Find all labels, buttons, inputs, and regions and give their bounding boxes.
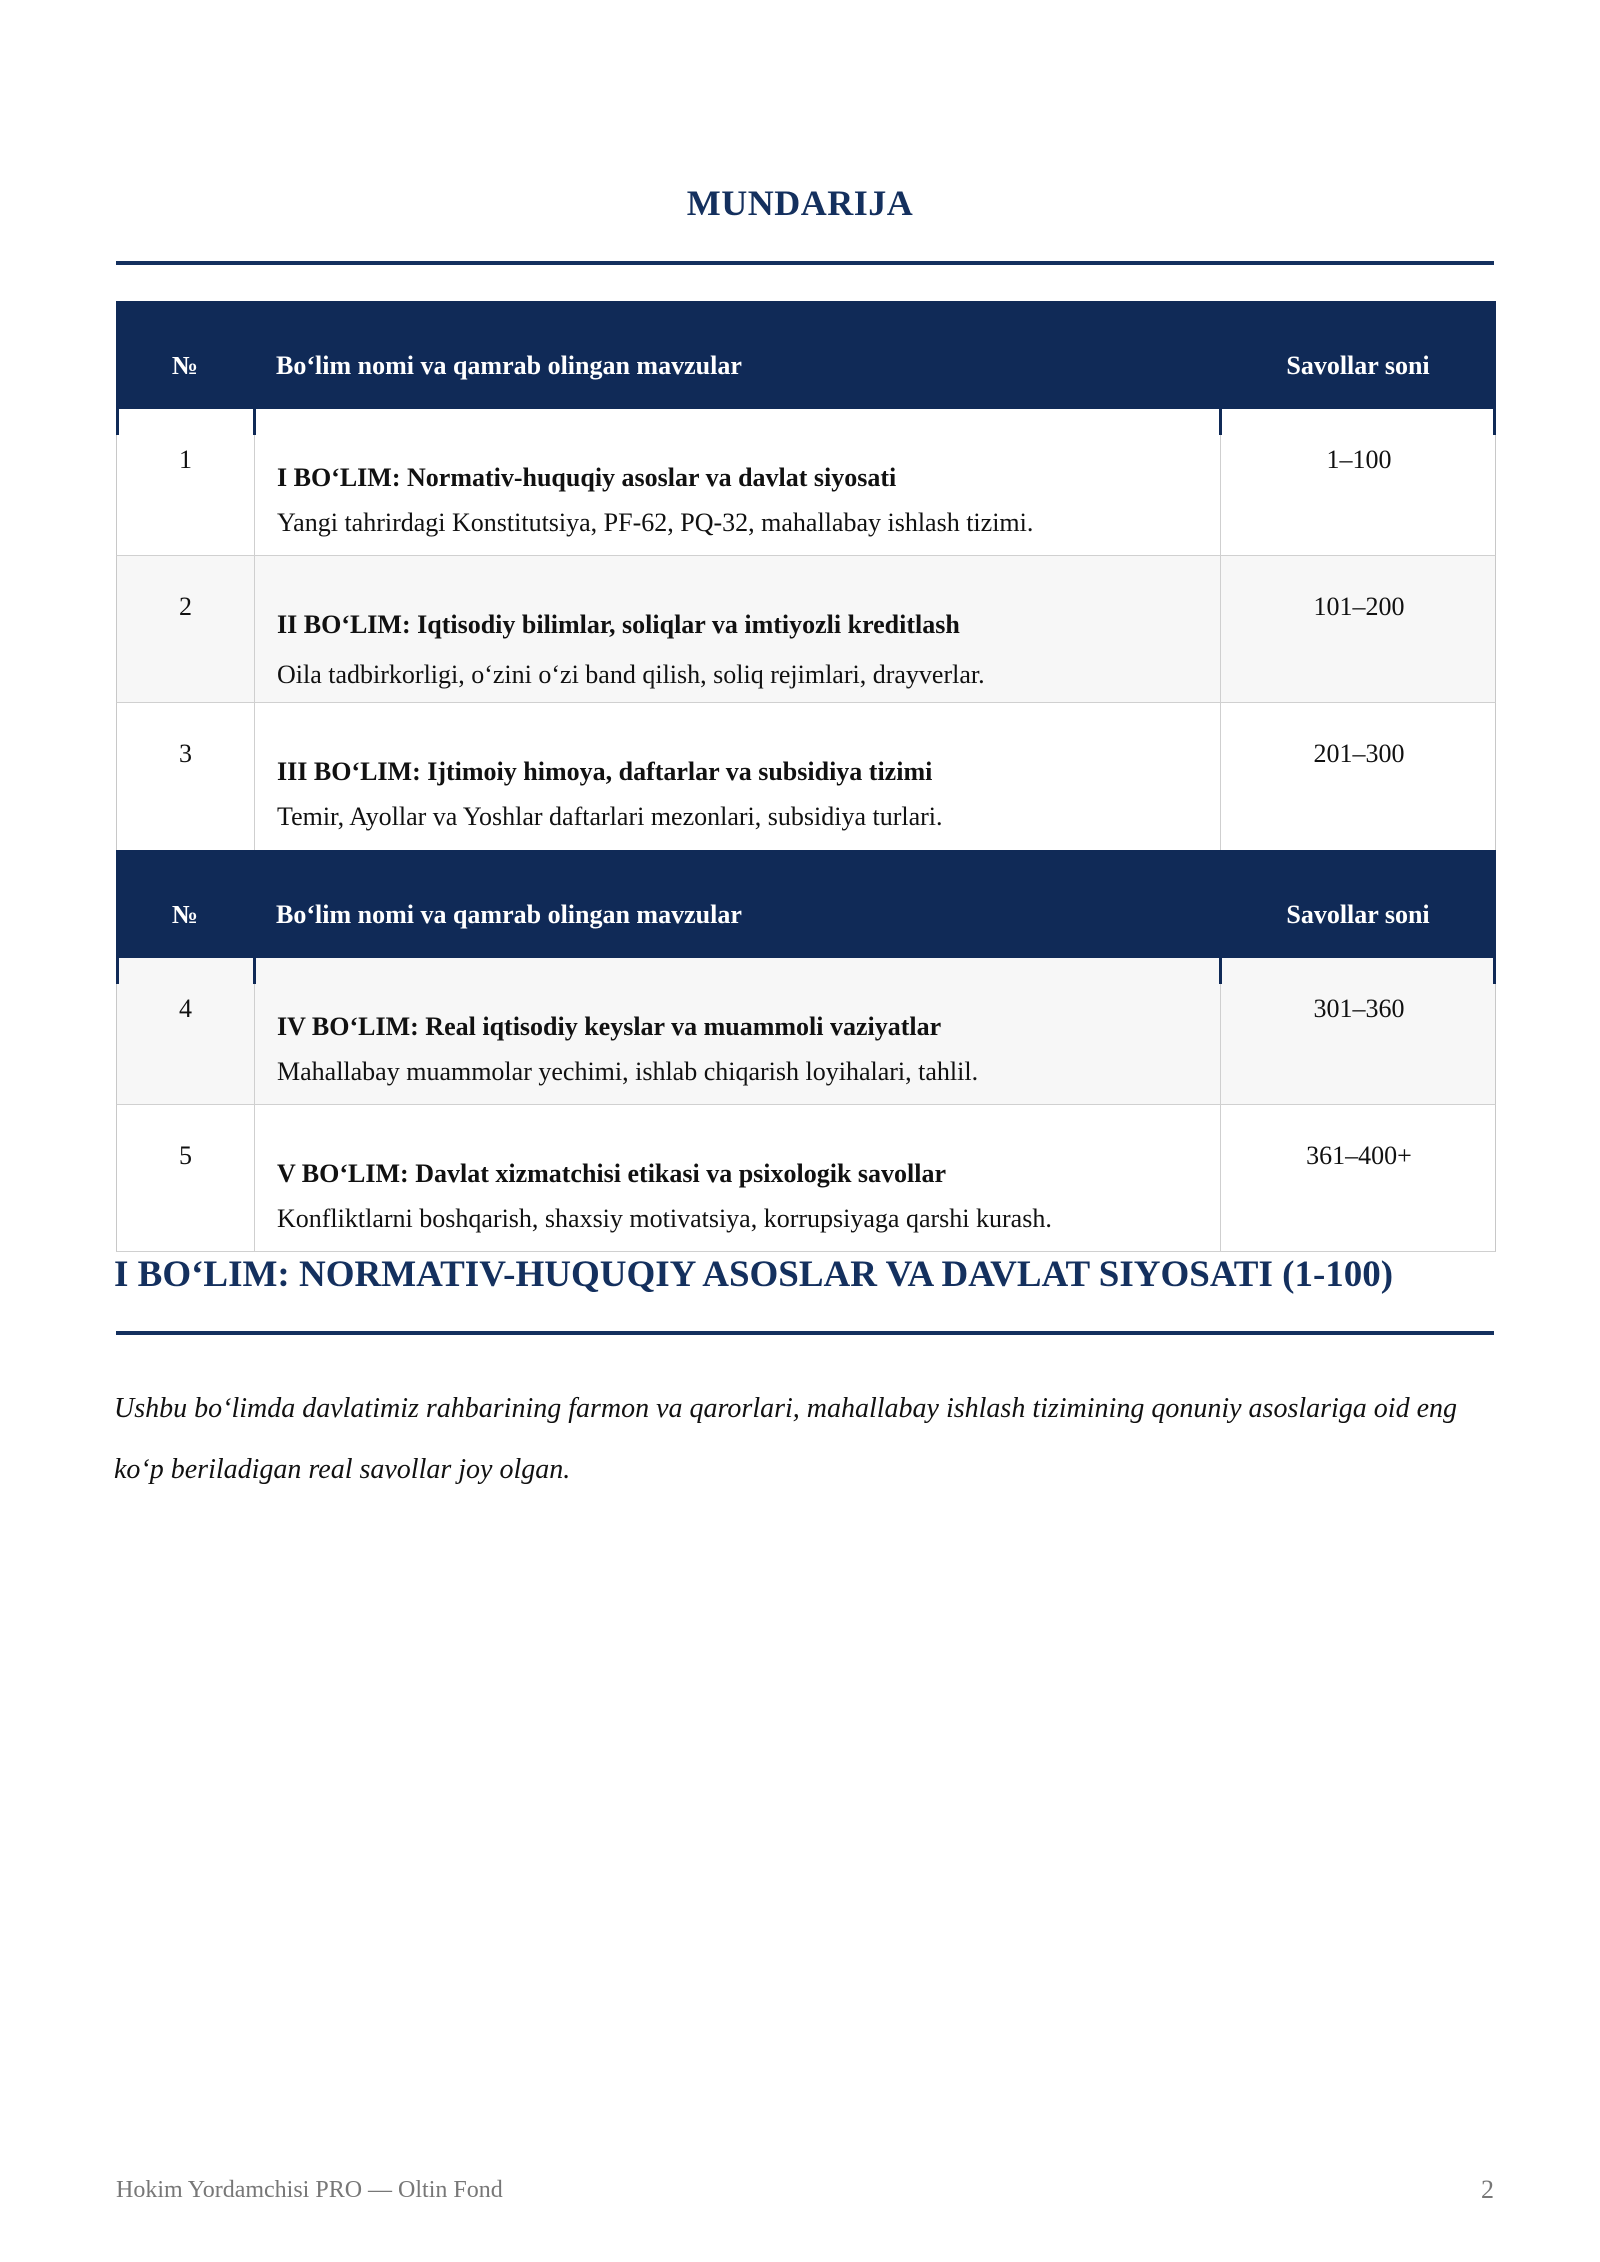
row-number: 3 — [179, 739, 192, 768]
table-row — [116, 958, 1496, 1105]
table-row — [116, 703, 1496, 850]
row-number: 2 — [179, 592, 192, 621]
header-section-name: Boʻlim nomi va qamrab olingan mavzular — [276, 900, 742, 929]
row-number: 5 — [179, 1141, 192, 1170]
row-question-range: 1–100 — [1326, 445, 1392, 474]
row-description: Konfliktlarni boshqarish, shaxsiy motivatsiya, korrupsiyaga qarshi kurash. — [277, 1204, 1052, 1233]
table-row — [116, 1105, 1496, 1252]
row-title: III BOʻLIM: Ijtimoiy himoya, daftarlar va subsidiya tizimi — [277, 757, 933, 786]
header-number: № — [171, 351, 199, 380]
section-divider — [116, 1331, 1494, 1335]
row-question-range: 301–360 — [1313, 994, 1405, 1023]
header-number: № — [171, 900, 199, 929]
row-description: Oila tadbirkorligi, oʻzini oʻzi band qilish, soliq rejimlari, drayverlar. — [277, 660, 985, 689]
row-title: II BOʻLIM: Iqtisodiy bilimlar, soliqlar va imtiyozli kreditlash — [277, 610, 960, 639]
row-title: V BOʻLIM: Davlat xizmatchisi etikasi va psixologik savollar — [277, 1159, 947, 1188]
header-question-count: Savollar soni — [1286, 351, 1430, 380]
page-number: 2 — [1481, 2175, 1494, 2204]
row-question-range: 361–400+ — [1306, 1141, 1412, 1170]
row-number: 1 — [179, 445, 192, 474]
row-description: Temir, Ayollar va Yoshlar daftarlari mezonlari, subsidiya turlari. — [277, 802, 943, 831]
row-title: I BOʻLIM: Normativ-huquqiy asoslar va davlat siyosati — [277, 463, 897, 492]
row-title: IV BOʻLIM: Real iqtisodiy keyslar va muammoli vaziyatlar — [277, 1012, 942, 1041]
row-number: 4 — [179, 994, 192, 1023]
section-intro: Ushbu boʻlimda davlatimiz rahbarining farmon va qarorlari, mahallabay ishlash tizimining qonuniy asoslariga oid eng koʻp beriladigan real savollar joy olgan. — [114, 1393, 1458, 1485]
footer-title: Hokim Yordamchisi PRO — Oltin Fond — [116, 2177, 503, 2203]
section-heading: I BOʻLIM: NORMATIV-HUQUQIY ASOSLAR VA DAVLAT SIYOSATI (1-100) — [114, 1254, 1394, 1295]
header-section-name: Boʻlim nomi va qamrab olingan mavzular — [276, 351, 742, 380]
table-row — [116, 556, 1496, 703]
row-description: Mahallabay muammolar yechimi, ishlab chiqarish loyihalari, tahlil. — [277, 1057, 979, 1086]
row-question-range: 101–200 — [1313, 592, 1405, 621]
row-question-range: 201–300 — [1313, 739, 1405, 768]
toc-table — [116, 301, 1496, 1252]
header-question-count: Savollar soni — [1286, 900, 1430, 929]
toc-header-row-repeat — [116, 850, 1496, 958]
table-row — [116, 409, 1496, 556]
row-description: Yangi tahrirdagi Konstitutsiya, PF-62, PQ-32, mahallabay ishlash tizimi. — [277, 508, 1034, 537]
title-divider — [116, 261, 1494, 265]
page-title: MUNDARIJA — [686, 183, 914, 223]
toc-header-row — [116, 301, 1496, 409]
